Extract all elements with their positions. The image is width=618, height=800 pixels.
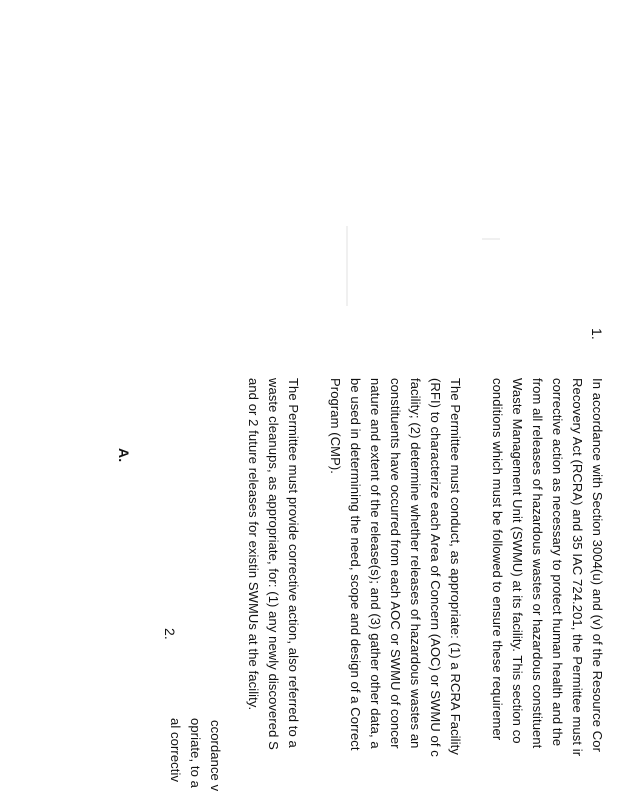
scan-artifact <box>482 238 500 240</box>
item-2-line: al correctiv <box>168 718 183 783</box>
section-heading-a: A. <box>116 448 132 463</box>
para2-line: Program (CMP). <box>328 378 343 475</box>
para3-line: and or 2 future releases for existin SWMUs at the facility. <box>246 378 261 711</box>
para2-line: nature and extent of the release(s); and (3) gather other data, a <box>368 378 383 749</box>
para2-line: facility; (2) determine whether releases of hazardous wastes an <box>408 378 423 749</box>
para1-line: conditions which must be followed to ensure these requiremer <box>490 378 505 741</box>
item-2-line: ccordance v <box>208 720 223 792</box>
para2-line: The Permittee must conduct, as appropriate: (1) a RCRA Facility <box>448 378 463 755</box>
para1-line: Recovery Act (RCRA) and 35 IAC 724.201, the Permittee must ir <box>570 378 585 757</box>
item-1-number: 1. <box>589 328 605 340</box>
item-2-number: 2. <box>162 628 178 640</box>
para1-line: corrective action as necessary to protect human health and the <box>550 378 565 747</box>
scan-artifact <box>346 226 348 306</box>
para1-line: In accordance with Section 3004(u) and (v) of the Resource Cor <box>590 378 605 753</box>
item-2-line: opriate, to a <box>188 718 203 788</box>
para1-line: from all releases of hazardous wastes or hazardous constituent <box>530 378 545 749</box>
para2-line: be used in determining the need, scope and design of a Correct <box>348 378 363 751</box>
para3-line: waste cleanups, as appropriate, for: (1) any newly discovered S <box>266 378 281 750</box>
para1-line: Waste Management Unit (SWMU) at its facility. This section co <box>510 378 525 744</box>
para3-line: The Permittee must provide corrective action, also referred to a <box>286 378 301 748</box>
para2-line: (RFI) to characterize each Area of Concern (AOC) or SWMU of c <box>428 378 443 757</box>
para2-line: constituents have occurred from each AOC or SWMU of concer <box>388 378 403 749</box>
